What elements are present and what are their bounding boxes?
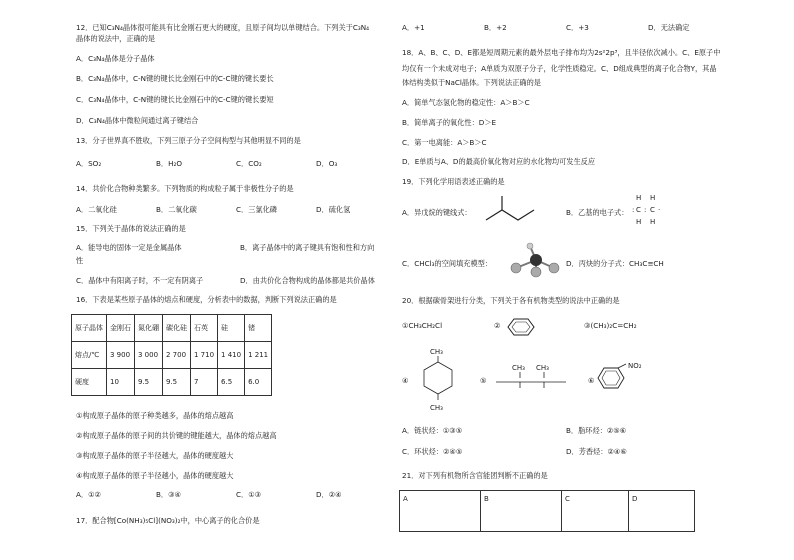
table-cell: 3 900: [107, 342, 135, 369]
q20-option-b: B．脂环烃：②⑤⑥: [566, 426, 627, 435]
table-cell: 锗: [245, 315, 272, 342]
nitrobenzene-structure: [598, 362, 658, 394]
table-cell: 硬度: [72, 369, 107, 396]
q16-option-a: A．①②: [76, 490, 101, 499]
dot: ·: [658, 206, 661, 214]
q15-option-b-cont: 性: [76, 256, 84, 265]
table-cell: 6.0: [245, 369, 272, 396]
table-cell: 10: [107, 369, 135, 396]
table-cell: B: [481, 491, 562, 532]
q12-option-b: B．C₃N₄晶体中，C-N键的键长比金刚石中的C-C键的键长要长: [76, 74, 274, 83]
q18-stem-cont2: 体结构类似于NaCl晶体。下列说法正确的是: [402, 78, 541, 87]
atom-h: H: [650, 194, 656, 202]
carbon-atom: [530, 254, 542, 266]
q15-option-d: D．由共价化合物构成的晶体都是共价晶体: [240, 276, 375, 285]
table-cell: 1 710: [191, 342, 218, 369]
methyl-label: CH₃: [512, 364, 525, 372]
atom-h: H: [650, 218, 656, 226]
table-cell: D: [629, 491, 695, 532]
dot-pair: :: [632, 206, 635, 214]
q20-item-4: ④: [402, 376, 409, 385]
q16-option-c: C．①③: [236, 490, 262, 499]
q15-option-a: A．能导电的固体一定是金属晶体: [76, 243, 182, 252]
q18-option-b: B．简单离子的氧化性：D＞E: [402, 118, 497, 127]
q17-option-b: B．+2: [484, 23, 507, 32]
q13-option-d: D．O₃: [316, 159, 338, 168]
isopentane-skeletal-formula: [480, 196, 540, 232]
ethyl-electron-dot-formula: [632, 192, 668, 228]
chcl3-space-filling-model: [506, 242, 562, 278]
table-row: [72, 315, 272, 342]
q20-option-a: A．链状烃：①③⑤: [402, 426, 463, 435]
nitro-group-label: NO₂: [628, 362, 642, 370]
table-cell: C: [562, 491, 629, 532]
table-cell: 2 700: [163, 342, 191, 369]
q17-stem: 17．配合物[Co(NH₃)₅Cl](NO₃)₂中，中心离子的化合价是: [76, 516, 260, 525]
q18-option-a: A．简单气态氢化物的稳定性：A＞B＞C: [402, 98, 530, 107]
table-cell: 3 000: [135, 342, 163, 369]
table-cell: 6.5: [218, 369, 245, 396]
methyl-label: CH₃: [536, 364, 549, 372]
table-cell: A: [400, 491, 481, 532]
dimethylcyclohexane-structure: [414, 344, 470, 414]
q14-option-c: C．三氯化磷: [236, 205, 277, 214]
q16-statement-1: ①构成原子晶体的原子种类越多，晶体的熔点越高: [76, 411, 234, 420]
q13-stem: 13．分子世界真不胜收，下列三原子分子空间构型与其他明显不同的是: [76, 136, 301, 145]
table-cell: 碳化硅: [163, 315, 191, 342]
q18-stem: 18．A、B、C、D、E都是短周期元素的最外层电子排布均为2s²2p³，且半径依次减小。C、E原子中: [402, 48, 721, 57]
table-cell: 原子晶体: [72, 315, 107, 342]
atom-h: H: [636, 194, 642, 202]
table-cell: 7: [191, 369, 218, 396]
q15-option-c: C．晶体中有阳离子时，不一定有阴离子: [76, 276, 204, 285]
chlorine-atom: [531, 267, 541, 277]
hydrogen-atom: [527, 243, 533, 249]
q18-option-d: D．E单质与A、D的最高价氧化物对应的水化物均可发生反应: [402, 157, 596, 166]
table-row: [400, 491, 695, 532]
q16-option-b: B．③④: [156, 490, 182, 499]
q12-stem: 12．已知C₃N₄晶体很可能具有比金刚石更大的硬度，且原子间均以单键结合。下列关于C₃N₄: [76, 23, 370, 32]
benzene-ring: [508, 317, 534, 337]
q20-item-6: ⑥: [588, 376, 595, 385]
atom-h: H: [636, 218, 642, 226]
atom-c: C: [636, 206, 641, 214]
q21-stem: 21．对下列有机物所含官能团判断不正确的是: [402, 471, 548, 480]
q18-stem-cont1: 均仅有一个未成对电子；A单质为双原子分子，化学性质稳定。C、D组成典型的离子化合物Y，其晶: [402, 64, 717, 73]
chlorine-atom: [511, 263, 521, 273]
q14-stem: 14．共价化合物种类繁多。下列物质的构成粒子属于非极性分子的是: [76, 184, 294, 193]
table-cell: 硅: [218, 315, 245, 342]
table-cell: 石英: [191, 315, 218, 342]
q20-item-2: ②: [494, 321, 501, 330]
q16-statement-4: ④构成原子晶体的原子半径越小，晶体的硬度越大: [76, 471, 234, 480]
atom-c: C: [650, 206, 655, 214]
table-cell: 1 410: [218, 342, 245, 369]
q16-statement-3: ③构成原子晶体的原子半径越大，晶体的硬度越大: [76, 451, 234, 460]
q20-stem: 20．根据碳骨架进行分类，下列关于各有机物类型的说法中正确的是: [402, 296, 620, 305]
q15-stem: 15．下列关于晶体的说法正确的是: [76, 224, 186, 233]
dot-pair: :: [644, 206, 647, 214]
chlorine-atom: [549, 263, 559, 273]
q20-option-d: D．芳香烃：②④⑥: [566, 447, 627, 456]
q12-stem-cont: 晶体的说法中，正确的是: [76, 34, 156, 43]
table-cell: 9.5: [163, 369, 191, 396]
table-cell: 1 211: [245, 342, 272, 369]
q19-option-d: D．丙炔的分子式：CH₃C≡CH: [566, 259, 664, 268]
table-row: [72, 342, 272, 369]
q17-option-c: C．+3: [566, 23, 589, 32]
q19-option-b: B．乙基的电子式：: [566, 208, 629, 217]
branched-alkane-structure: [490, 362, 570, 396]
q20-item-3: ③(CH₃)₂C=CH₂: [584, 321, 637, 330]
q20-option-c: C．环状烃：②④⑤: [402, 447, 463, 456]
q13-option-b: B．H₂O: [156, 159, 183, 168]
methyl-label: CH₃: [430, 404, 443, 412]
q16-data-table: [71, 314, 272, 396]
q14-option-a: A．二氧化硅: [76, 205, 117, 214]
q19-option-c: C．CHCl₃的空间填充模型：: [402, 259, 493, 268]
q17-option-d: D．无法确定: [648, 23, 690, 32]
q19-option-a: A．异戊烷的键线式：: [402, 208, 472, 217]
q12-option-a: A．C₃N₄晶体是分子晶体: [76, 54, 155, 63]
q15-option-b: B．离子晶体中的离子键具有饱和性和方向: [240, 243, 375, 252]
q16-statement-2: ②构成原子晶体的原子间的共价键的键能越大，晶体的熔点越高: [76, 431, 277, 440]
table-cell: 熔点/℃: [72, 342, 107, 369]
table-row: [72, 369, 272, 396]
q16-option-d: D．②④: [316, 490, 342, 499]
table-cell: 氮化硼: [135, 315, 163, 342]
table-cell: 金刚石: [107, 315, 135, 342]
table-cell: 9.5: [135, 369, 163, 396]
q14-option-b: B．二氧化碳: [156, 205, 197, 214]
q21-options-table: [399, 490, 695, 532]
q12-option-c: C．C₃N₄晶体中，C-N键的键长比金刚石中的C-C键的键长要短: [76, 95, 274, 104]
q17-option-a: A．+1: [402, 23, 425, 32]
q19-stem: 19．下列化学用语表述正确的是: [402, 177, 505, 186]
q18-option-c: C．第一电离能：A＞B＞C: [402, 138, 487, 147]
q13-option-a: A．SO₂: [76, 159, 102, 168]
q12-option-d: D．C₃N₄晶体中微粒间通过离子键结合: [76, 116, 199, 125]
q13-option-c: C．CO₂: [236, 159, 262, 168]
q16-stem: 16．下表是某些原子晶体的熔点和硬度，分析表中的数据，判断下列说法正确的是: [76, 295, 337, 304]
q20-item-5: ⑤: [480, 376, 487, 385]
methyl-label: CH₃: [430, 348, 443, 356]
q14-option-d: D．硫化氢: [316, 205, 351, 214]
q20-item-1: ①CH₃CH₂Cl: [402, 321, 443, 330]
